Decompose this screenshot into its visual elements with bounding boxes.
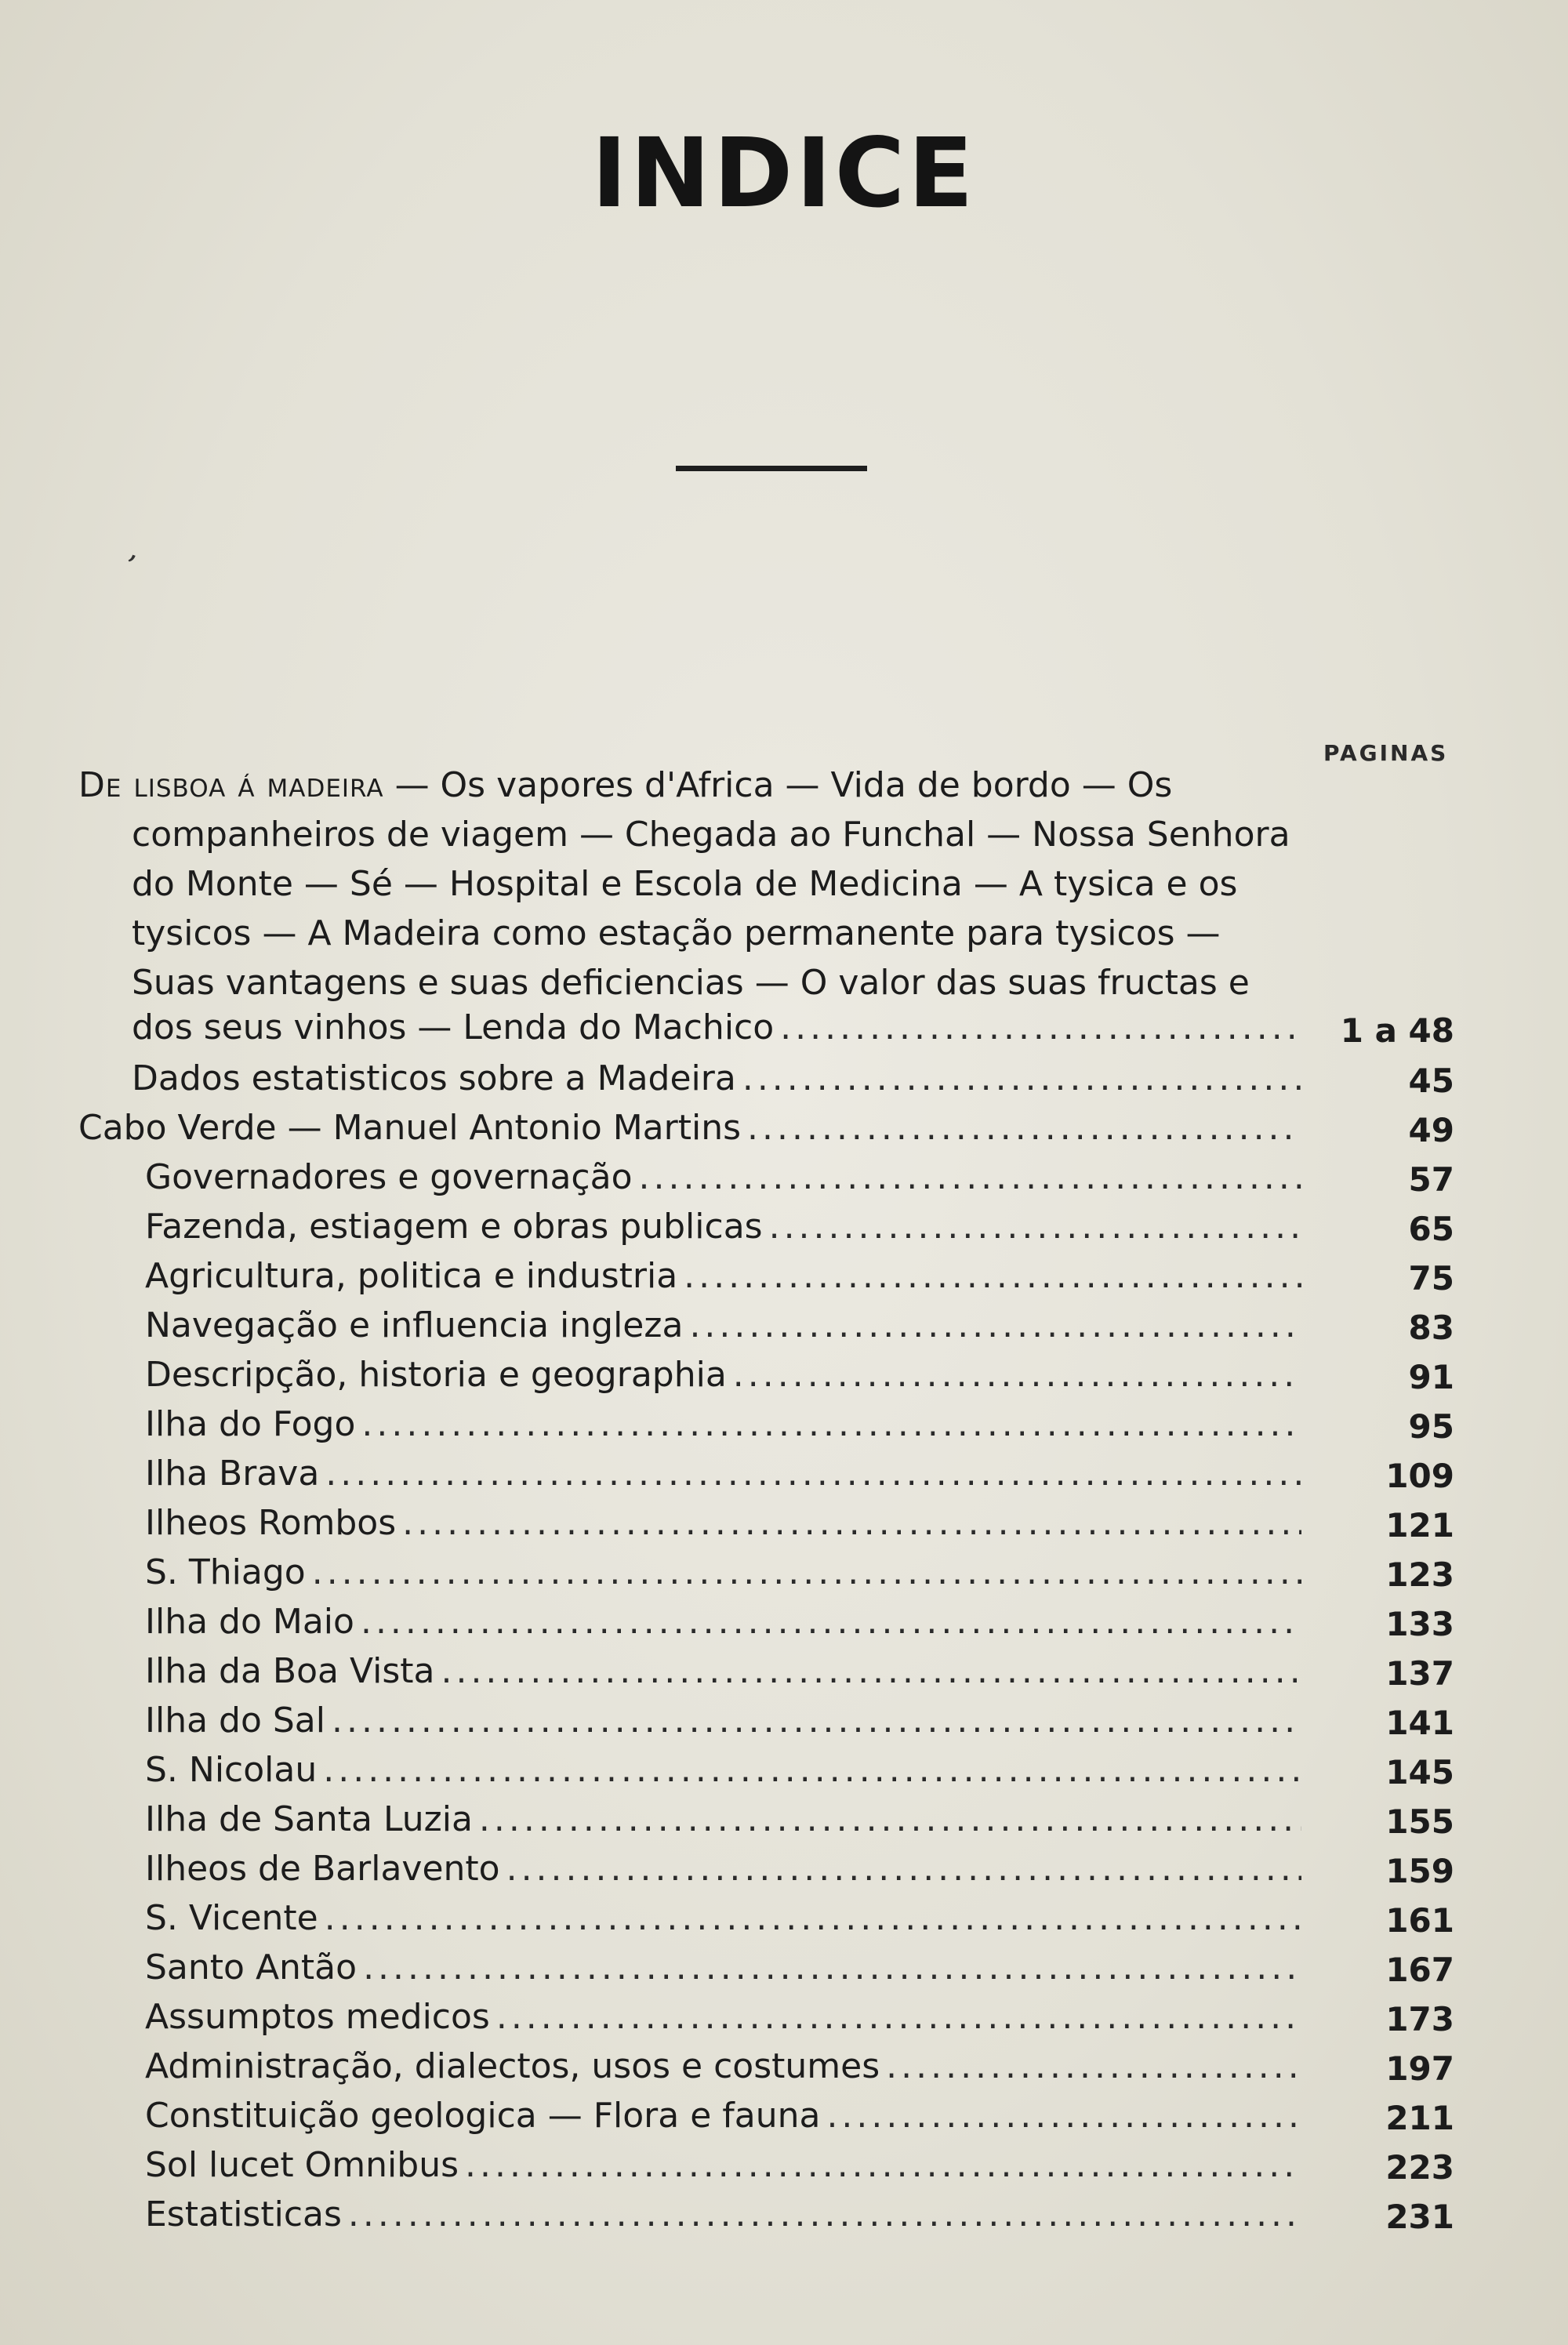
entry-page: 155 [1385, 1802, 1454, 1841]
dot-leader [361, 1602, 1301, 1642]
toc-entry [145, 1256, 1308, 1296]
toc-entry [145, 1207, 1308, 1247]
entry-label: Administração, dialectos, usos e costumes [145, 2046, 880, 2086]
dot-leader [312, 1552, 1301, 1592]
toc-entry [145, 1305, 1308, 1345]
intro-lead: De lisboa á madeira [78, 765, 384, 805]
entry-label: Ilha do Fogo [145, 1404, 356, 1444]
dot-leader [325, 1898, 1301, 1938]
dot-leader [496, 1997, 1301, 2037]
toc-entry [145, 1799, 1308, 1839]
toc-entry [145, 1552, 1308, 1592]
toc-entry [145, 2194, 1308, 2234]
dot-leader [733, 1355, 1301, 1395]
toc-entry [145, 2096, 1308, 2136]
entry-label: Constituição geologica — Flora e fauna [145, 2096, 821, 2136]
page-title: INDICE [591, 118, 977, 229]
intro-text: — Os vapores d'Africa — Vida de bordo — Os [394, 765, 1173, 805]
toc-entry [132, 1058, 1308, 1098]
entry-label: Fazenda, estiagem e obras publicas [145, 1207, 763, 1247]
entry-page: 83 [1408, 1309, 1454, 1347]
entry-page: 197 [1385, 2049, 1454, 2088]
entry-page: 159 [1385, 1852, 1454, 1890]
entry-label: Dados estatisticos sobre a Madeira [132, 1058, 736, 1098]
toc-entry [145, 1404, 1308, 1444]
dot-leader [479, 1799, 1301, 1839]
toc-entry [145, 2046, 1308, 2086]
entry-label: Ilha da Boa Vista [145, 1651, 435, 1691]
dot-leader [441, 1651, 1301, 1691]
entry-page: 65 [1408, 1210, 1454, 1248]
entry-page: 1 a 48 [1340, 1011, 1454, 1050]
entry-page: 223 [1385, 2148, 1454, 2187]
entry-label: Ilheos Rombos [145, 1503, 397, 1543]
entry-label: Ilha do Sal [145, 1701, 325, 1741]
entry-page: 109 [1385, 1457, 1454, 1495]
entry-label: Estatisticas [145, 2194, 342, 2234]
entry-label: dos seus vinhos — Lenda do Machico [132, 1007, 775, 1047]
toc-entry [145, 1355, 1308, 1395]
entry-label: S. Vicente [145, 1898, 318, 1938]
dot-leader [639, 1157, 1302, 1197]
toc-entry [145, 1602, 1308, 1642]
toc-entry [145, 1948, 1308, 1987]
dot-leader [769, 1207, 1301, 1247]
dot-leader [742, 1058, 1301, 1098]
entry-label: Santo Antão [145, 1948, 358, 1987]
dot-leader [826, 2096, 1301, 2136]
dot-leader [747, 1108, 1301, 1148]
entry-label: Cabo Verde — Manuel Antonio Martins [78, 1108, 742, 1148]
dot-leader [886, 2046, 1301, 2086]
entry-page: 123 [1385, 1555, 1454, 1594]
entry-page: 167 [1385, 1951, 1454, 1989]
entry-page: 173 [1385, 2000, 1454, 2038]
entry-page: 91 [1408, 1358, 1454, 1396]
entry-label: Sol lucet Omnibus [145, 2145, 459, 2185]
entry-page: 133 [1385, 1605, 1454, 1643]
intro-line-3: do Monte — Sé — Hospital e Escola de Medicina — A tysica e os [132, 864, 1238, 904]
dot-leader [323, 1750, 1301, 1790]
dot-leader [361, 1404, 1301, 1444]
toc-entry [78, 1108, 1308, 1148]
entry-label: Agricultura, politica e industria [145, 1256, 678, 1296]
entry-page: 161 [1385, 1901, 1454, 1940]
entry-page: 141 [1385, 1704, 1454, 1742]
dot-leader [363, 1948, 1301, 1987]
dot-leader [684, 1256, 1301, 1296]
toc-entry [145, 1701, 1308, 1741]
entry-label: Assumptos medicos [145, 1997, 490, 2037]
entry-page: 211 [1385, 2099, 1454, 2137]
entry-label: Navegação e influencia ingleza [145, 1305, 684, 1345]
ink-mark: ’ [118, 548, 140, 586]
intro-line-1 [78, 760, 1317, 810]
dot-leader [402, 1503, 1301, 1543]
toc-entry [145, 1849, 1308, 1889]
entry-page: 137 [1385, 1654, 1454, 1693]
dot-leader [325, 1454, 1301, 1494]
entry-label: Ilha do Maio [145, 1602, 354, 1642]
entry-page: 121 [1385, 1506, 1454, 1545]
entry-label: Ilheos de Barlavento [145, 1849, 500, 1889]
entry-label: Ilha de Santa Luzia [145, 1799, 473, 1839]
column-header-paginas: PAGINAS [1323, 740, 1449, 766]
intro-line-4: tysicos — A Madeira como estação permanente para tysicos — [132, 913, 1221, 953]
intro-line-5: Suas vantagens e suas deficiencias — O valor das suas fructas e [132, 963, 1250, 1003]
toc-entry [145, 1157, 1308, 1197]
entry-page: 75 [1408, 1259, 1454, 1298]
toc-entry [145, 1454, 1308, 1494]
toc-entry [145, 1503, 1308, 1543]
entry-page: 231 [1385, 2198, 1454, 2236]
toc-entry [145, 1898, 1308, 1938]
title-rule [676, 466, 867, 471]
toc-entry [145, 1997, 1308, 2037]
entry-label: Governadores e governação [145, 1157, 633, 1197]
entry-label: S. Nicolau [145, 1750, 318, 1790]
entry-page: 145 [1385, 1753, 1454, 1791]
toc-entry [145, 1750, 1308, 1790]
dot-leader [780, 1007, 1301, 1047]
entry-page: 95 [1408, 1407, 1454, 1446]
entry-label: Descripção, historia e geographia [145, 1355, 727, 1395]
dot-leader [465, 2145, 1301, 2185]
entry-page: 49 [1408, 1111, 1454, 1149]
dot-leader [689, 1305, 1301, 1345]
dot-leader [348, 2194, 1301, 2234]
entry-label: S. Thiago [145, 1552, 306, 1592]
dot-leader [506, 1849, 1301, 1889]
entry-page: 45 [1408, 1062, 1454, 1100]
intro-line-2: companheiros de viagem — Chegada ao Funchal — Nossa Senhora [132, 815, 1290, 855]
intro-entry [78, 760, 1317, 1007]
intro-last-line [132, 1007, 1308, 1047]
dot-leader [332, 1701, 1301, 1741]
entry-page: 57 [1408, 1160, 1454, 1199]
entry-label: Ilha Brava [145, 1454, 320, 1494]
toc-entry [145, 2145, 1308, 2185]
toc-entry [145, 1651, 1308, 1691]
